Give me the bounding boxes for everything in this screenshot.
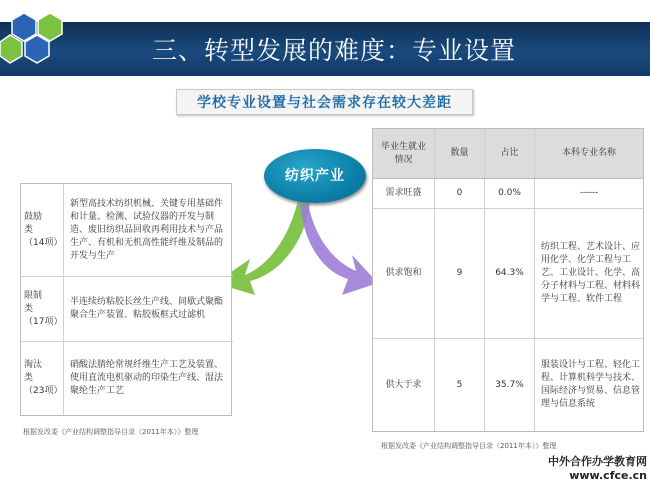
category-cell bbox=[21, 342, 64, 415]
header-ratio: 占比 bbox=[485, 129, 535, 178]
hexagon-logo-icon bbox=[0, 0, 80, 80]
center-label: 纺织产业 bbox=[285, 168, 345, 184]
purple-arrow-icon bbox=[300, 203, 378, 295]
source-note-left: 根据发改委《产业结构调整指导目录（2011年本）》整理 bbox=[23, 428, 199, 436]
table-row bbox=[21, 277, 233, 342]
policy-table bbox=[20, 183, 232, 416]
category-line: 类 bbox=[24, 224, 34, 235]
hexagon-blue-icon bbox=[12, 13, 36, 41]
watermark-url: www.cfce.cn bbox=[569, 469, 647, 482]
arrows-graphic bbox=[210, 195, 380, 305]
header-majors: 本科专业名称 bbox=[561, 148, 616, 158]
table-row bbox=[373, 179, 643, 209]
category-line: 淘汰 bbox=[24, 360, 43, 370]
employment-table bbox=[372, 128, 644, 432]
category-line: （17项） bbox=[24, 316, 63, 327]
category-line: 限制 bbox=[24, 290, 43, 301]
table-row bbox=[373, 339, 643, 431]
category-line: （23项） bbox=[24, 386, 63, 396]
description-cell: 硝酸法腈纶常规纤维生产工艺及装置、使用直流电机驱动的印染生产线、湿法聚纶生产工艺 bbox=[70, 360, 224, 396]
table-header-row bbox=[373, 129, 643, 179]
hexagon-partial-icon bbox=[0, 35, 22, 63]
category-line: 类 bbox=[24, 303, 34, 314]
category-line: 类 bbox=[24, 373, 34, 383]
count-cell: 9 bbox=[435, 209, 485, 338]
category-cell bbox=[21, 184, 64, 276]
majors-cell: 纺织工程、艺术设计、应用化学、化学工程与工艺、工业设计、化学、高分子材料与工程、材料科学与工程、软件工程 bbox=[541, 242, 641, 304]
ratio-cell: 0.0% bbox=[485, 179, 535, 208]
ratio-cell: 64.3% bbox=[485, 209, 535, 338]
majors-cell: ------ bbox=[579, 188, 599, 198]
category-line: （14项） bbox=[24, 237, 63, 248]
hexagon-blue-small-icon bbox=[25, 35, 49, 63]
hexagon-green-icon bbox=[38, 13, 62, 41]
category-cell bbox=[21, 277, 64, 341]
subtitle: 学校专业设置与社会需求存在较大差距 bbox=[197, 95, 452, 111]
table-row bbox=[21, 342, 233, 415]
subtitle-box bbox=[176, 89, 473, 115]
table-row bbox=[373, 209, 643, 339]
center-ellipse bbox=[264, 149, 366, 203]
ratio-cell: 35.7% bbox=[485, 339, 535, 431]
page-title: 三、转型发展的难度：专业设置 bbox=[152, 36, 517, 65]
watermark-site-name: 中外合作办学教育网 bbox=[548, 455, 647, 468]
header-count: 数量 bbox=[435, 129, 485, 178]
source-note-right: 根据发改委《产业结构调整指导目录（2011年本）》整理 bbox=[381, 442, 557, 450]
description-cell: 新型高技术纺织机械、关键专用基础件和计量、检测、试验仪器的开发与制造、废旧纺织品回收再利用技术与产品生产、有机和无机高性能纤维及制品的开发与生产 bbox=[70, 198, 224, 261]
status-cell: 供大于求 bbox=[373, 339, 435, 431]
majors-cell: 服装设计与工程、轻化工程、计算机科学与技术、国际经济与贸易、信息管理与信息系统 bbox=[541, 360, 641, 409]
count-cell: 5 bbox=[435, 339, 485, 431]
category-line: 鼓励 bbox=[24, 211, 43, 222]
count-cell: 0 bbox=[435, 179, 485, 208]
table-row bbox=[21, 184, 233, 277]
status-cell: 供求饱和 bbox=[373, 209, 435, 338]
header-status: 毕业生就业情况 bbox=[373, 129, 435, 178]
description-cell: 半连续纺粘胶长丝生产线、间歇式聚酯聚合生产装置、粘胶板框式过滤机 bbox=[70, 297, 224, 320]
status-cell: 需求旺盛 bbox=[373, 179, 435, 208]
